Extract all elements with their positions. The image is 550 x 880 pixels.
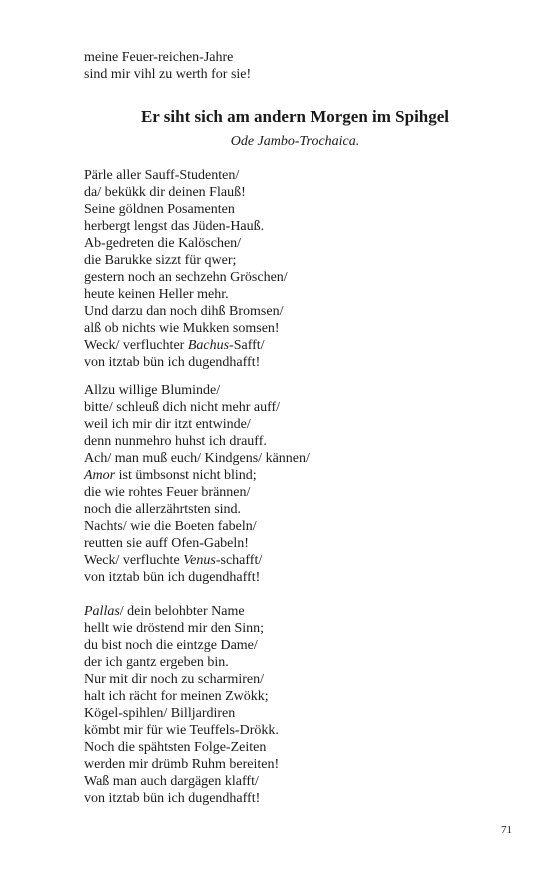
verse-line [84, 337, 288, 354]
verse-line [84, 303, 288, 320]
verse-line [84, 569, 310, 586]
verse-italic-text: Bachus [187, 338, 230, 353]
verse-text: halt ich rächt for meinen Zwökk; [84, 689, 269, 704]
verse-text: da/ bekükk dir deinen Flauß! [84, 185, 246, 200]
verse-text: -Safft/ [229, 338, 265, 353]
verse-line [84, 790, 279, 807]
verse-line [84, 416, 310, 433]
verse-line [84, 756, 279, 773]
verse-text: die Barukke sizzt für qwer; [84, 253, 237, 268]
verse-text: bitte/ schleuß dich nicht mehr auff/ [84, 400, 281, 415]
verse-line [84, 201, 288, 218]
verse-line [84, 501, 310, 518]
verse-line [84, 184, 288, 201]
verse-text: denn nunmehro huhst ich drauff. [84, 434, 267, 449]
verse-line [84, 654, 279, 671]
verse-line [84, 688, 279, 705]
verse-text: Weck/ verfluchter [84, 338, 188, 353]
verse-line [84, 739, 279, 756]
verse-text: reutten sie auff Ofen-Gabeln! [84, 536, 249, 551]
verse-line [84, 705, 279, 722]
verse-line [84, 484, 310, 501]
verse-text: die wie rohtes Feuer brännen/ [84, 485, 251, 500]
verse-text: herbergt lengst das Jüden-Hauß. [84, 219, 265, 234]
verse-text: von itztab bün ich dugendhafft! [84, 355, 261, 370]
verse-text: alß ob nichts wie Mukken somsen! [84, 321, 280, 336]
verse-text: noch die allerzährtsten sind. [84, 502, 242, 517]
verse-text: werden mir drümb Ruhm bereiten! [84, 757, 280, 772]
verse-line [84, 218, 288, 235]
verse-line [84, 354, 288, 371]
verse-line [84, 773, 279, 790]
verse-line [84, 269, 288, 286]
verse-line [84, 320, 288, 337]
verse-text: von itztab bün ich dugendhafft! [84, 570, 261, 585]
page-number: 71 [501, 824, 512, 836]
intro-lines [84, 49, 251, 83]
verse-line [84, 382, 310, 399]
verse-text: Allzu willige Bluminde/ [84, 383, 221, 398]
verse-text: heute keinen Heller mehr. [84, 287, 229, 302]
verse-line [84, 450, 310, 467]
verse-line [84, 535, 310, 552]
poem-title: Er siht sich am andern Morgen im Spihgel [140, 107, 450, 126]
verse-text: Ach/ man muß euch/ Kindgens/ kännen/ [84, 451, 310, 466]
verse-text: -schafft/ [215, 553, 263, 568]
verse-text: ist ümbsonst nicht blind; [115, 468, 257, 483]
verse-line [84, 620, 279, 637]
verse-italic-text: Pallas [84, 604, 120, 619]
verse-line [84, 235, 288, 252]
verse-line [84, 286, 288, 303]
verse-italic-text: Venus [183, 553, 216, 568]
verse-text: Nachts/ wie die Boeten fabeln/ [84, 519, 257, 534]
verse-text: Noch die spähtsten Folge-Zeiten [84, 740, 267, 755]
poem-subtitle: Ode Jambo-Trochaica. [230, 134, 360, 149]
verse-text: Ab-gedreten die Kalöschen/ [84, 236, 242, 251]
verse-line [84, 722, 279, 739]
verse-text: Kögel-spihlen/ Billjardiren [84, 706, 236, 721]
verse-text: gestern noch an sechzehn Gröschen/ [84, 270, 288, 285]
verse-text: Waß man auch dargägen klafft/ [84, 774, 259, 789]
verse-text: Weck/ verfluchte [84, 553, 184, 568]
intro-line: meine Feuer-reichen-Jahre [84, 50, 234, 65]
verse-text: du bist noch die eintzge Dame/ [84, 638, 258, 653]
verse-text: Seine göldnen Posamenten [84, 202, 235, 217]
stanza [84, 167, 288, 371]
verse-text: hellt wie dröstend mir den Sinn; [84, 621, 265, 636]
verse-line [84, 671, 279, 688]
intro-line: sind mir vihl zu werth for sie! [84, 67, 252, 82]
verse-text: von itztab bün ich dugendhafft! [84, 791, 261, 806]
verse-text: Und darzu dan noch dihß Bromsen/ [84, 304, 284, 319]
stanza [84, 382, 310, 586]
verse-text: Pärle aller Sauff-Studenten/ [84, 168, 240, 183]
verse-text: / dein belohbter Name [119, 604, 245, 619]
verse-italic-text: Amor [84, 468, 116, 483]
verse-line [84, 518, 310, 535]
verse-line [84, 467, 310, 484]
verse-line [84, 167, 288, 184]
verse-line [84, 433, 310, 450]
verse-text: Nur mit dir noch zu scharmiren/ [84, 672, 265, 687]
verse-text: der ich gantz ergeben bin. [84, 655, 229, 670]
verse-line [84, 637, 279, 654]
verse-text: kömbt mir für wie Teuffels-Drökk. [84, 723, 279, 738]
verse-line [84, 252, 288, 269]
verse-text: weil ich mir dir itzt entwinde/ [84, 417, 251, 432]
verse-line [84, 552, 310, 569]
verse-line [84, 399, 310, 416]
verse-line [84, 603, 279, 620]
stanza [84, 603, 279, 807]
